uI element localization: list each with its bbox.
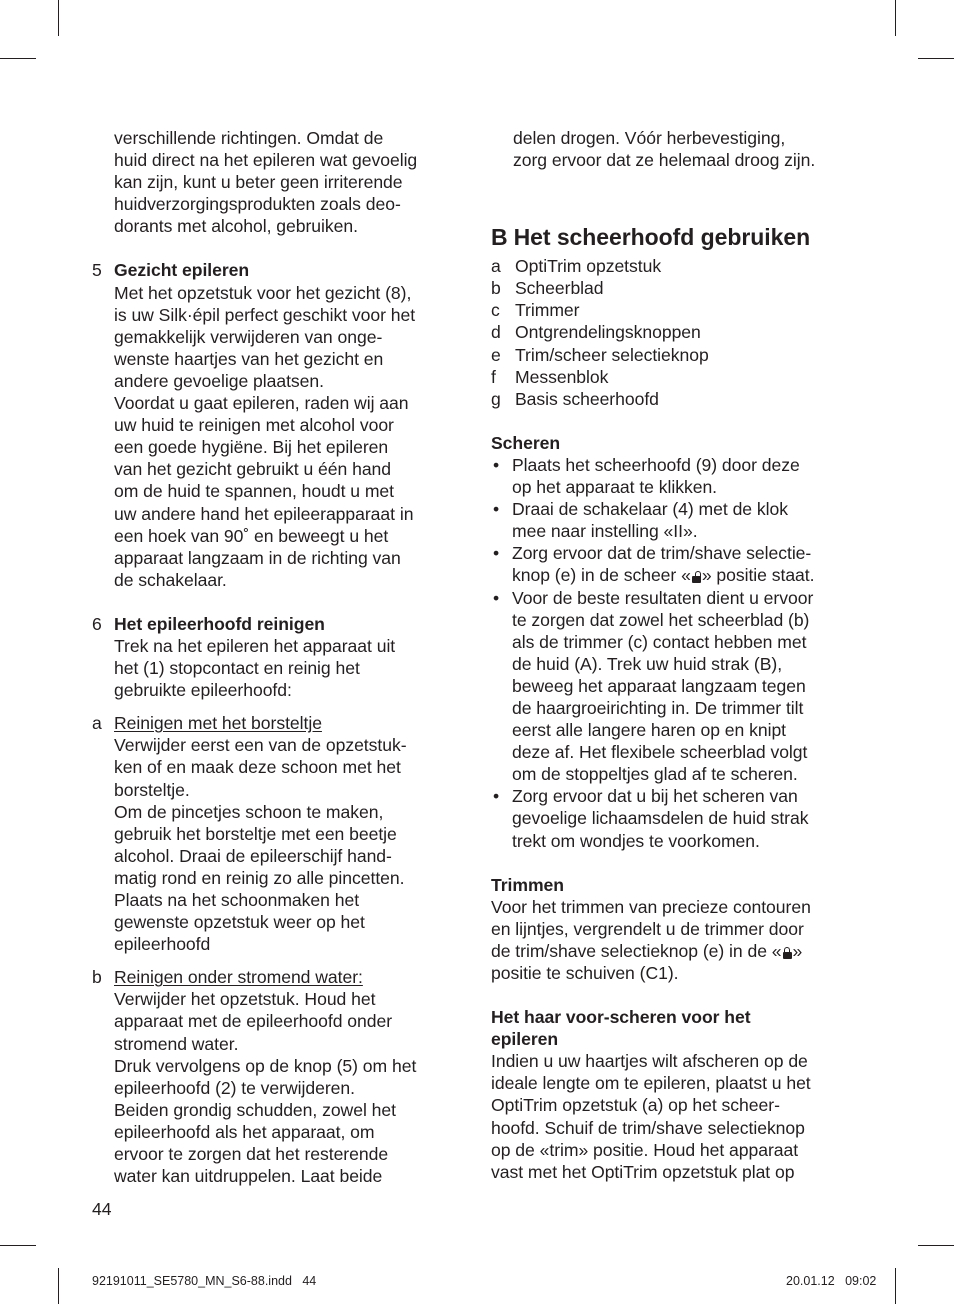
intro-paragraph <box>92 127 472 237</box>
text-line: Plaats na het schoonmaken het <box>114 890 360 910</box>
crop-mark <box>0 1245 36 1246</box>
text-line: apparaat langzaam in de richting van <box>114 547 401 568</box>
substep-title: Reinigen onder stromend water: <box>114 967 363 988</box>
text-line: positie te schuiven (C1). <box>491 963 679 983</box>
text-line: epileerhoofd als het apparaat, om <box>114 1121 375 1142</box>
bullet-icon: • <box>493 499 500 520</box>
pre-shave-section <box>491 1006 871 1183</box>
subsection-heading: Trimmen <box>491 874 564 895</box>
text-line: andere gevoelige plaatsen. <box>114 370 324 391</box>
bullet-item: • Zorg ervoor dat de trim/shave selectie- knop (e) in de scheer « » positie staat. <box>493 543 815 586</box>
text-line: Met het opzetstuk voor het gezicht (8), <box>114 282 412 303</box>
text-line: het (1) stopcontact en reinig het <box>114 658 360 679</box>
scheren-section <box>491 432 871 852</box>
text-line: ideale lengte om te epileren, plaatst u het <box>491 1073 811 1094</box>
step-title: Het epileerhoofd reinigen <box>114 613 325 634</box>
step-title: Gezicht epileren <box>114 260 250 281</box>
text-line: Verwijder eerst een van de opzetstuk- <box>114 735 407 756</box>
text-line: water kan uitdruppelen. Laat beide <box>114 1166 383 1187</box>
crop-mark <box>58 0 59 36</box>
text-line: uw andere hand het epileerapparaat in <box>114 503 414 524</box>
text-line: kan zijn, kunt u beter geen irriterende <box>114 172 403 193</box>
text-line: de trim/shave selectieknop (e) in de « » <box>491 940 803 961</box>
text-line: alcohol. Draai de epileerschijf hand- <box>114 845 392 866</box>
text-line: Voor het trimmen van precieze contouren <box>491 896 811 917</box>
file-slug: 92191011_SE5780_MN_S6-88.indd 44 <box>92 1274 317 1288</box>
crop-mark <box>0 58 36 59</box>
substep-letter: a <box>92 713 102 734</box>
unlocked-padlock-icon <box>692 571 701 583</box>
text-line: gebruikte epileerhoofd: <box>114 680 292 701</box>
list-item: f Messenblok <box>491 366 609 387</box>
crop-mark <box>918 1245 954 1246</box>
text-line: gebruik het borsteltje met een beetje <box>114 823 397 844</box>
text-line: uw huid te reinigen met alcohol voor <box>114 415 394 436</box>
text-line: delen drogen. Vóór herbevestiging, <box>513 128 786 148</box>
bullet-icon: • <box>493 587 500 608</box>
trimmen-section <box>491 874 871 984</box>
left-column <box>92 127 472 1187</box>
page-number: 44 <box>92 1199 112 1219</box>
text-line: epileerhoofd (2) te verwijderen. <box>114 1077 355 1098</box>
section-heading <box>491 223 871 251</box>
text-line: Verwijder het opzetstuk. Houd het <box>114 989 376 1010</box>
bullet-icon: • <box>493 454 500 475</box>
list-item: d Ontgrendelingsknoppen <box>491 322 701 343</box>
text-line: Indien u uw haartjes wilt afscheren op de <box>491 1051 808 1072</box>
text-line: stromend water. <box>114 1033 239 1054</box>
list-item: g Basis scheerhoofd <box>491 388 659 409</box>
bullet-item: • Voor de beste resultaten dient u ervoor te zorgen dat zowel het scheerblad (b) als de trimmer (c) contact hebben met de huid (A). Trek uw huid strak (B), beweeg het apparaat langzaam tegen de haargroeirichting in. De trimmer tilt eerst alle langere haren op en knipt deze af. Het flexibele scheerblad volgt om de stoppeltjes glad af te scheren. <box>493 587 814 785</box>
text-line: is uw Silk·épil perfect geschikt voor het <box>114 304 416 325</box>
substep-title: Reinigen met het borsteltje <box>114 713 322 734</box>
step-number: 6 <box>92 613 102 634</box>
text-line: OptiTrim opzetstuk (a) op het scheer- <box>491 1095 780 1116</box>
text-line: gemakkelijk verwijderen van onge- <box>114 326 383 347</box>
step-number: 5 <box>92 260 102 281</box>
bullet-item: • Plaats het scheerhoofd (9) door deze op het apparaat te klikken. <box>493 454 800 498</box>
step-5-face-epilation <box>92 259 472 590</box>
crop-mark <box>918 58 954 59</box>
parts-list <box>491 255 871 410</box>
text-line: zorg ervoor dat ze helemaal droog zijn. <box>513 150 816 171</box>
text-line: ervoor te zorgen dat het resterende <box>114 1144 389 1165</box>
text-line: van het gezicht gebruikt u één hand <box>114 459 392 480</box>
subsection-heading: Scheren <box>491 432 561 453</box>
bullet-icon: • <box>493 543 500 564</box>
text-line: gewenste opzetstuk weer op het <box>114 912 365 933</box>
text-line: vast met het OptiTrim opzetstuk plat op <box>491 1161 795 1182</box>
intro-paragraph <box>491 127 871 171</box>
text-line: borsteltje. <box>114 779 190 800</box>
crop-mark <box>895 0 896 36</box>
text-line: huidverzorgingsprodukten zoals deo- <box>114 194 401 215</box>
text-line: Om de pincetjes schoon te maken, <box>114 801 384 822</box>
text-line: verschillende richtingen. Omdat de <box>114 128 384 148</box>
text-line: Beiden grondig schudden, zowel het <box>114 1099 396 1120</box>
subsection-heading: epileren <box>491 1029 559 1050</box>
text-line: wenste haartjes van het gezicht en <box>114 348 384 369</box>
text-line: en lijntjes, vergrendelt u de trimmer door <box>491 918 804 939</box>
text-line: op de «trim» positie. Houd het apparaat <box>491 1139 799 1160</box>
list-item: b Scheerblad <box>491 278 604 299</box>
list-item: e Trim/scheer selectieknop <box>491 344 709 365</box>
subsection-heading: Het haar voor-scheren voor het <box>491 1007 751 1028</box>
text-line: dorants met alcohol, gebruiken. <box>114 216 358 237</box>
text-line: om de huid te spannen, houdt u met <box>114 481 394 502</box>
text-line: een goede hygiëne. Bij het epileren <box>114 437 389 458</box>
section-letter: B <box>491 224 508 251</box>
text-line: apparaat met de epileerhoofd onder <box>114 1011 393 1032</box>
text-line: matig rond en reinig zo alle pincetten. <box>114 867 405 888</box>
text-line: epileerhoofd <box>114 934 211 955</box>
crop-mark <box>58 1268 59 1304</box>
text-line: een hoek van 90˚ en beweegt u het <box>114 525 389 546</box>
text-line: ken of en maak deze schoon met het <box>114 757 401 778</box>
date-slug: 20.01.12 09:02 <box>786 1274 877 1288</box>
right-column <box>491 127 871 1183</box>
text-line: Druk vervolgens op de knop (5) om het <box>114 1055 417 1076</box>
step-6-clean-head <box>92 613 472 701</box>
substep-b-water <box>92 966 472 1187</box>
list-item: c Trimmer <box>491 300 580 321</box>
substep-letter: b <box>92 967 102 988</box>
bullet-item: • Zorg ervoor dat u bij het scheren van gevoelige lichaamsdelen de huid strak trekt om wondjes te voorkomen. <box>493 786 809 851</box>
bullet-icon: • <box>493 786 500 807</box>
crop-mark <box>895 1268 896 1304</box>
text-line: huid direct na het epileren wat gevoelig <box>114 150 418 171</box>
bullet-item: • Draai de schakelaar (4) met de klok mee naar instelling «II». <box>493 499 788 542</box>
text-line: Voordat u gaat epileren, raden wij aan <box>114 393 409 414</box>
text-line: de schakelaar. <box>114 569 227 590</box>
locked-padlock-icon <box>783 947 792 959</box>
text-line: Trek na het epileren het apparaat uit <box>114 635 396 656</box>
substep-a-brush <box>92 712 472 955</box>
list-item: a OptiTrim opzetstuk <box>491 256 662 277</box>
section-title: Het scheerhoofd gebruiken <box>513 224 811 251</box>
text-line: hoofd. Schuif de trim/shave selectieknop <box>491 1117 805 1138</box>
